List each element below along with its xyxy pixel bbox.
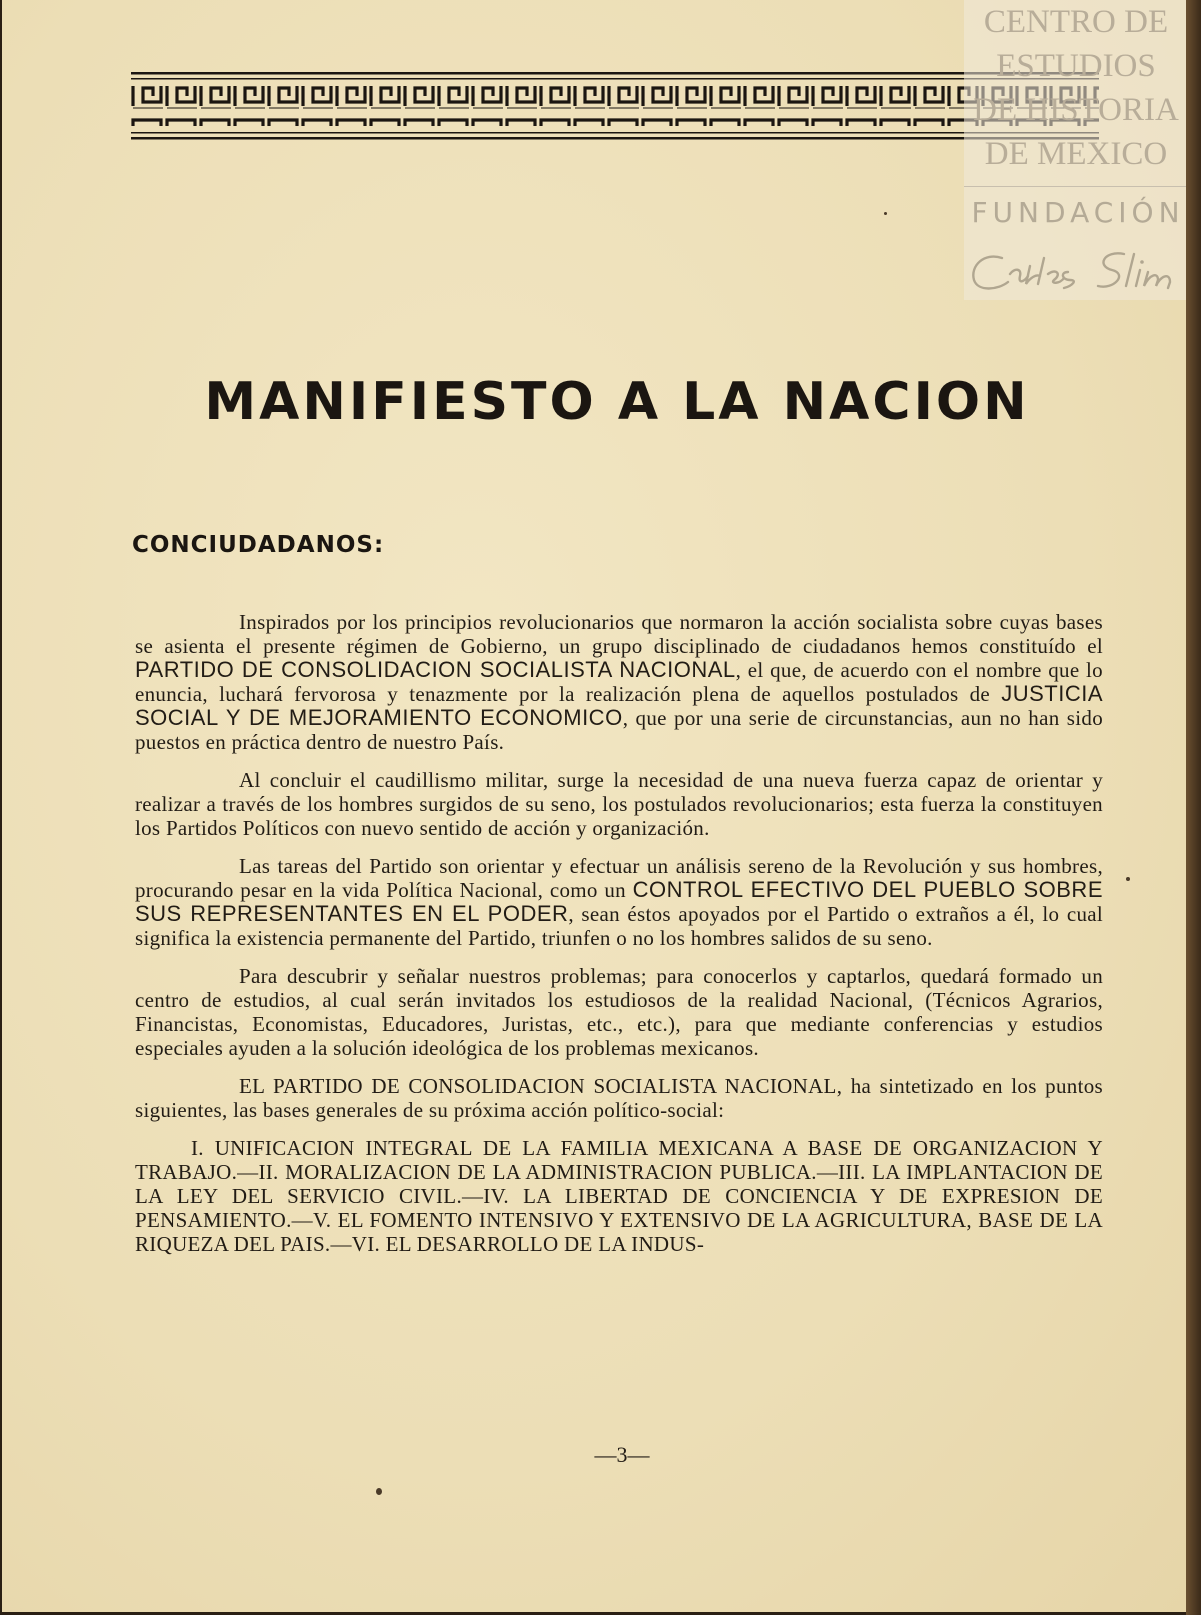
document-page — [2, 0, 1188, 1612]
paragraph-5 — [135, 1074, 1103, 1122]
watermark-line-3: DE HISTORIA — [973, 92, 1179, 128]
paragraph-4 — [135, 964, 1103, 1060]
paragraph-1-emphasis-2: JUSTICIA SOCIAL Y DE MEJORAMIENTO ECONOMICO — [135, 681, 1103, 730]
manifesto-body — [135, 610, 1103, 1270]
paragraph-2-text-1: Al concluir el caudillismo militar, surge la necesidad de una nueva fuerza capaz de orientar y realizar a través de los hombres surgidos de su seno, los postulados revolucionarios; esta fuerza la constituyen los Partidos Políticos con nuevo sentido de acción y organización. — [135, 768, 1103, 840]
paragraph-6 — [135, 1136, 1103, 1256]
paragraph-1-text-2: , el que, de acuerdo con el nombre que lo enuncia, luchará fervorosa y tenazmente por la realización plena de aquellos postulados de — [135, 658, 1103, 706]
paragraph-1-text-1: Inspirados por los principios revolucionarios que normaron la acción socialista sobre cuyas bases se asienta el presente régimen de Gobierno, un grupo disciplinado de ciudadanos hemos constituído el — [135, 610, 1103, 658]
page-edge-shadow — [1186, 0, 1201, 1615]
signature-logo — [964, 244, 1188, 300]
salutation-heading: CONCIUDADANOS: — [132, 532, 385, 558]
watermark-line-4: DE MEXICO — [984, 136, 1168, 172]
paragraph-4-text-1: Para descubrir y señalar nuestros problemas; para conocerlos y captarlos, quedará formado un centro de estudios, al cual serán invitados los estudiosos de la realidad Nacional, (Técnicos Agrarios, Financistas, Economistas, Educadores, Juristas, etc., etc.), para que mediante conferencias y estudios especiales ayuden a la solución ideológica de los problemas mexicanos. — [135, 964, 1103, 1060]
page-number: —3— — [594, 1442, 650, 1467]
watermark-line-2: ESTUDIOS — [996, 48, 1156, 84]
paragraph-6-text-1: I. UNIFICACION INTEGRAL DE LA FAMILIA MEXICANA A BASE DE ORGANIZACION Y TRABAJO.—II. MORALIZACION DE LA ADMINISTRACION PUBLICA.—III. LA IMPLANTACION DE LA LEY DEL SERVICIO CIVIL.—IV. LA LIBERTAD DE CONCIENCIA Y DE EXPRESION DE PENSAMIENTO.—V. EL FOMENTO INTENSIVO Y EXTENSIVO DE LA AGRICULTURA, BASE DE LA RIQUEZA DEL PAIS.—VI. EL DESARROLLO DE LA INDUS- — [135, 1136, 1103, 1256]
paragraph-3-emphasis-1: CONTROL EFECTIVO DEL PUEBLO SOBRE SUS REPRESENTANTES EN EL PODER — [135, 877, 1103, 926]
watermark-foundation: FUNDACIÓN — [971, 196, 1185, 229]
paper-speck — [376, 1488, 382, 1495]
paragraph-3-text-1: Las tareas del Partido son orientar y efectuar un análisis sereno de la Revolución y sus hombres, procurando pesar en la vida Política Nacional, como un — [135, 854, 1103, 902]
watermark-line-1: CENTRO DE — [983, 4, 1169, 40]
paragraph-5-emphasis-1: EL PARTIDO DE CONSOLIDACION SOCIALISTA NACIONAL — [239, 1074, 837, 1098]
paragraph-3 — [135, 854, 1103, 950]
paper-speck — [884, 212, 887, 215]
page-title: MANIFIESTO A LA NACION — [204, 372, 1030, 432]
paragraph-1-emphasis-1: PARTIDO DE CONSOLIDACION SOCIALISTA NACIONAL — [135, 657, 736, 682]
paragraph-3-text-2: , sean éstos apoyados por el Partido o extraños a él, lo cual significa la existencia permanente del Partido, triunfen o no los hombres salidos de su seno. — [135, 902, 1103, 950]
paper-speck — [1126, 877, 1130, 881]
watermark-divider — [964, 186, 1188, 187]
paragraph-2 — [135, 768, 1103, 840]
greek-key-border — [131, 72, 1099, 142]
paragraph-1 — [135, 610, 1103, 754]
paragraph-1-text-3: , que por una serie de circunstancias, aun no han sido puestos en práctica dentro de nuestro País. — [135, 706, 1103, 754]
paragraph-5-text-1: , ha sintetizado en los puntos siguientes, las bases generales de su próxima acción político-social: — [135, 1074, 1103, 1122]
archive-watermark — [964, 0, 1188, 300]
